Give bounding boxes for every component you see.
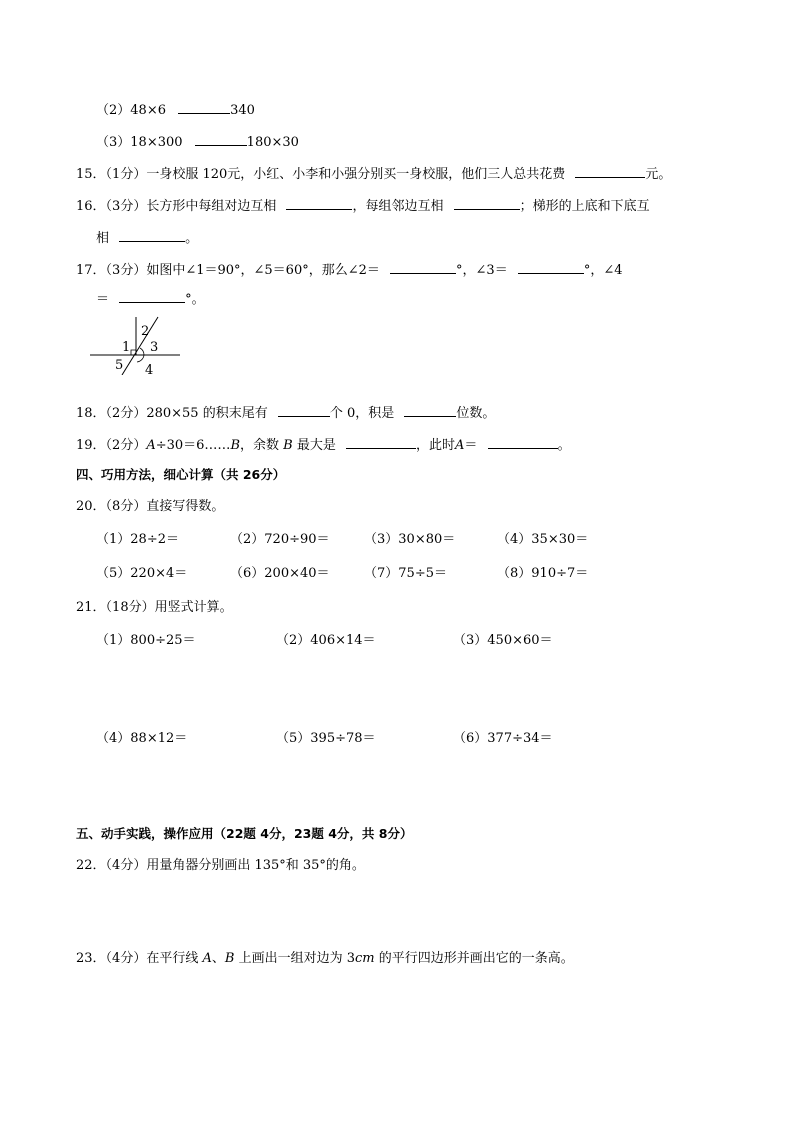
q20-item: （7）75÷5＝ [364,566,447,581]
q18-text-2: 个 0，积是 [329,406,395,421]
angle-label-5: 5 [115,358,124,373]
q21-item: （6）377÷34＝ [453,731,553,746]
q17-text-3: °，∠4 [583,263,623,278]
q14-item3-suffix: 180×30 [246,135,299,150]
q21-item: （3）450×60＝ [453,633,553,648]
q19-text-5: ，此时 [416,438,456,453]
section-4-title: 四、巧用方法，细心计算（共 26分） [76,467,286,482]
q14-item3-prefix: （3）18×300 [96,135,183,150]
var-a: A [202,951,212,966]
q19 [76,436,571,454]
answer-blank[interactable] [278,404,330,417]
q21-item: （2）406×14＝ [276,633,376,648]
q20-item: （3）30×80＝ [364,532,456,547]
angle-label-2: 2 [141,324,150,339]
q14-item2-prefix: （2）48×6 [96,103,166,118]
angle-arc-3 [140,348,144,355]
answer-blank[interactable] [195,133,247,146]
q15-suffix: 元。 [645,167,672,182]
answer-blank[interactable] [488,436,558,449]
q20-item: （4）35×30＝ [497,532,589,547]
q21-item: （4）88×12＝ [96,731,188,746]
var-a: A [455,438,465,453]
q16-line2 [96,229,198,247]
angle-label-3: 3 [150,340,159,355]
q16-line1 [76,197,650,215]
q18 [76,404,495,422]
answer-blank[interactable] [518,261,584,274]
q19-text-4: 最大是 [296,438,336,453]
q23-separator: 、 [211,951,225,966]
unit-cm: cm [354,951,375,966]
answer-blank[interactable] [286,197,352,210]
q14-item2-suffix: 340 [230,103,255,118]
q17-text-4: ＝ [96,292,110,307]
q18-text-1: 18．（2分）280×55 的积末尾有 [76,406,268,421]
q20-item: （6）200×40＝ [230,566,330,581]
q17-line2 [96,290,205,308]
q21-item: （5）395÷78＝ [276,731,376,746]
q14-item3 [96,133,299,151]
q19-text-2: ÷30＝6…… [155,438,231,453]
angle-label-1: 1 [122,340,131,355]
angle-arc-4 [137,355,144,362]
var-a: A [146,438,156,453]
var-b: B [224,951,235,966]
angle-label-4: 4 [145,363,154,375]
answer-blank[interactable] [346,436,416,449]
q16-text-3: ；梯形的上底和下底互 [519,199,650,214]
q15-text: 15．（1分）一身校服 120元，小红、小李和小强分别买一身校服，他们三人总共花费 [76,167,566,182]
answer-blank[interactable] [390,261,456,274]
q16-text-1: 16．（3分）长方形中每组对边互相 [76,199,277,214]
q19-text-3: ，余数 [240,438,280,453]
q20-item: （2）720÷90＝ [230,532,330,547]
q22: 22．（4分）用量角器分别画出 135°和 35°的角。 [76,858,365,873]
q17-text-2: °，∠3＝ [456,263,508,278]
answer-blank[interactable] [178,101,230,114]
q23-text-1: 23．（4分）在平行线 [76,951,199,966]
answer-blank[interactable] [404,404,456,417]
q16-text-4: 相 [96,231,110,246]
q19-text-7: 。 [557,438,571,453]
q20-title: 20．（8分）直接写得数。 [76,499,225,514]
q23-text-3: 的平行四边形并画出它的一条高。 [378,951,574,966]
answer-blank[interactable] [454,197,520,210]
q19-text-6: ＝ [464,438,478,453]
q16-text-2: ，每组邻边互相 [352,199,444,214]
q17-line1 [76,261,623,279]
q16-text-5: 。 [185,231,199,246]
var-b: B [230,438,240,453]
section-5-title: 五、动手实践，操作应用（22题 4分，23题 4分，共 8分） [76,826,413,841]
q19-text-1: 19．（2分） [76,438,147,453]
angle-figure [88,315,184,375]
q23 [76,951,574,967]
var-b: B [283,438,293,453]
answer-blank[interactable] [119,229,185,242]
q20-item: （8）910÷7＝ [497,566,589,581]
q17-text-5: °。 [185,292,205,307]
answer-blank[interactable] [119,290,185,303]
q21-title: 21．（18分）用竖式计算。 [76,600,233,615]
q14-item2 [96,101,255,119]
q15 [76,165,671,183]
answer-blank[interactable] [575,165,645,178]
q17-text-1: 17．（3分）如图中∠1＝90°，∠5＝60°，那么∠2＝ [76,263,380,278]
q18-text-3: 位数。 [456,406,496,421]
q23-text-2: 上画出一组对边为 3 [238,951,355,966]
q20-item: （5）220×4＝ [96,566,188,581]
q20-item: （1）28÷2＝ [96,532,179,547]
q21-item: （1）800÷25＝ [96,633,196,648]
